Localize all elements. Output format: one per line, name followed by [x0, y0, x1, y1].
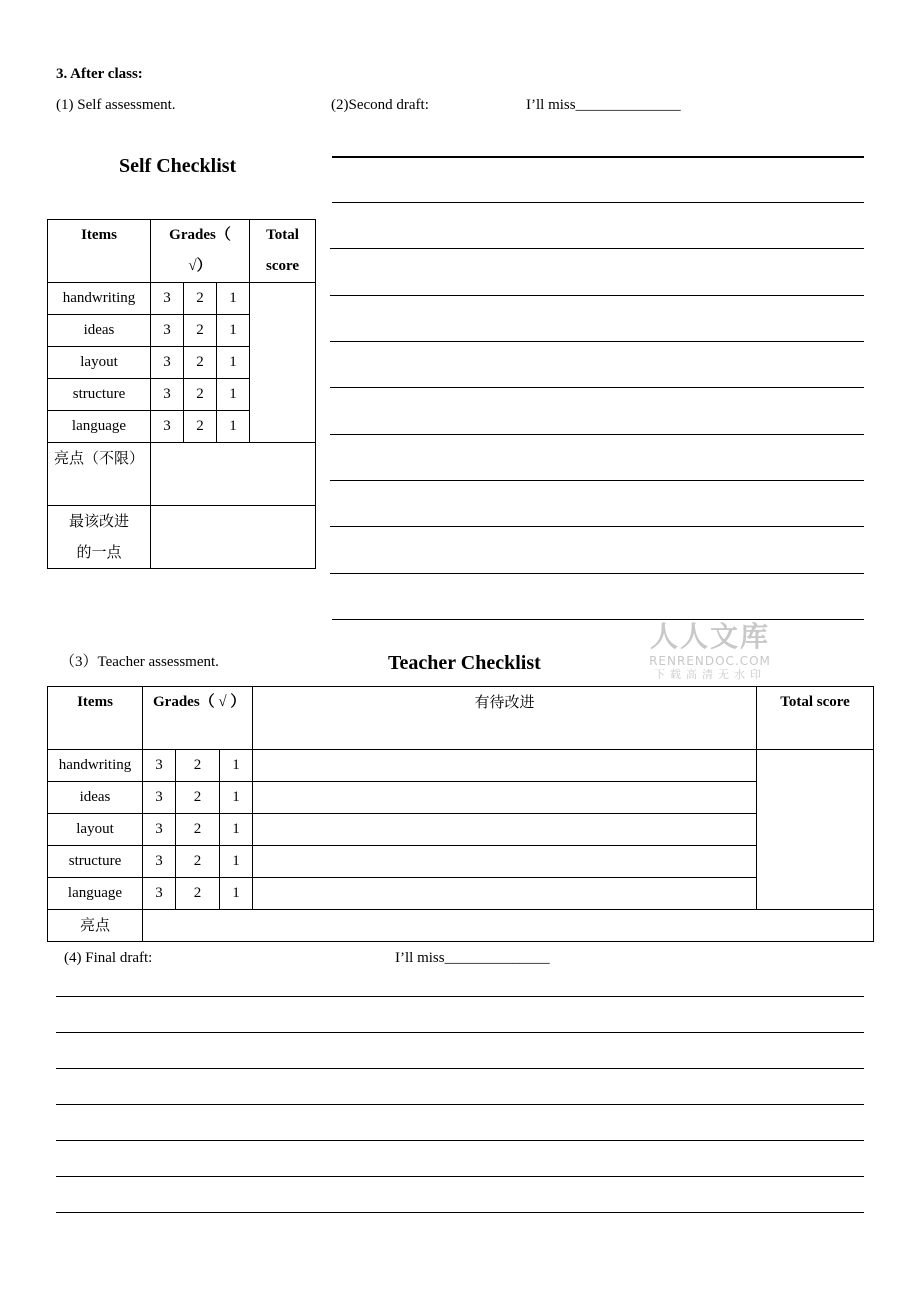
grade-3-option[interactable]: 3: [151, 379, 184, 411]
writing-line[interactable]: [56, 1032, 864, 1033]
grades-header: Grades（ √）: [151, 220, 250, 283]
grade-1-option[interactable]: 1: [220, 782, 253, 814]
table-row: [48, 750, 874, 782]
writing-line[interactable]: [330, 248, 864, 249]
ill-miss-blank[interactable]: I’ll miss______________: [395, 950, 550, 966]
watermark-tagline: 下载高清无水印: [654, 668, 766, 681]
grade-2-option[interactable]: 2: [176, 782, 220, 814]
grade-1-option[interactable]: 1: [220, 814, 253, 846]
item-label: handwriting: [48, 283, 151, 315]
table-row: [48, 782, 874, 814]
writing-line[interactable]: [330, 341, 864, 342]
grade-3-option[interactable]: 3: [151, 347, 184, 379]
item-label: ideas: [48, 315, 151, 347]
total-score-header: Total score: [757, 687, 874, 750]
grades-header: Grades（ √ ）: [143, 687, 253, 750]
item-label: language: [48, 411, 151, 443]
final-draft-label: (4) Final draft:: [64, 950, 153, 966]
writing-line[interactable]: [56, 1212, 864, 1213]
writing-line[interactable]: [330, 295, 864, 296]
grade-2-option[interactable]: 2: [184, 283, 217, 315]
grade-3-option[interactable]: 3: [143, 814, 176, 846]
table-row: [48, 283, 316, 315]
ill-miss-blank[interactable]: I’ll miss______________: [526, 97, 681, 113]
grade-2-option[interactable]: 2: [184, 347, 217, 379]
writing-line[interactable]: [332, 156, 864, 158]
grade-1-option[interactable]: 1: [217, 347, 250, 379]
items-header: Items: [48, 220, 151, 283]
grade-2-option[interactable]: 2: [184, 379, 217, 411]
grade-3-option[interactable]: 3: [143, 846, 176, 878]
grade-1-option[interactable]: 1: [220, 750, 253, 782]
grade-3-option[interactable]: 3: [143, 750, 176, 782]
grade-1-option[interactable]: 1: [220, 846, 253, 878]
grade-3-option[interactable]: 3: [143, 878, 176, 910]
self-assessment-label: (1) Self assessment.: [56, 97, 176, 113]
grade-1-option[interactable]: 1: [217, 411, 250, 443]
section-title: 3. After class:: [56, 66, 143, 82]
writing-line[interactable]: [332, 202, 864, 203]
table-row: [48, 878, 874, 910]
self-checklist-title: Self Checklist: [119, 155, 237, 177]
total-score-header: Total score: [250, 220, 316, 283]
grade-2-option[interactable]: 2: [176, 878, 220, 910]
improve-field[interactable]: [253, 878, 757, 910]
teacher-checklist-title: Teacher Checklist: [388, 652, 541, 674]
grade-1-option[interactable]: 1: [220, 878, 253, 910]
writing-line[interactable]: [330, 434, 864, 435]
improve-field[interactable]: [253, 814, 757, 846]
writing-line[interactable]: [56, 1140, 864, 1141]
improve-field[interactable]: [253, 750, 757, 782]
item-label: structure: [48, 379, 151, 411]
improve-field[interactable]: [253, 782, 757, 814]
item-label: handwriting: [48, 750, 143, 782]
grade-3-option[interactable]: 3: [151, 283, 184, 315]
grade-2-option[interactable]: 2: [184, 315, 217, 347]
self-checklist-table: [47, 219, 316, 569]
watermark-logo: [646, 620, 774, 682]
writing-line[interactable]: [330, 480, 864, 481]
grade-3-option[interactable]: 3: [151, 411, 184, 443]
writing-line[interactable]: [330, 526, 864, 527]
highlights-label: 亮点（不限）: [48, 443, 151, 506]
second-draft-label: (2)Second draft:: [331, 97, 429, 113]
item-label: language: [48, 878, 143, 910]
grade-1-option[interactable]: 1: [217, 379, 250, 411]
grade-1-option[interactable]: 1: [217, 315, 250, 347]
grade-2-option[interactable]: 2: [184, 411, 217, 443]
grade-2-option[interactable]: 2: [176, 814, 220, 846]
writing-line[interactable]: [332, 619, 864, 620]
table-row: [48, 814, 874, 846]
item-label: layout: [48, 814, 143, 846]
table-row: [48, 846, 874, 878]
highlights-label: 亮点: [48, 910, 143, 942]
improve-header: 有待改进: [253, 687, 757, 750]
writing-line[interactable]: [56, 996, 864, 997]
grade-3-option[interactable]: 3: [143, 782, 176, 814]
teacher-checklist-table: [47, 686, 874, 942]
item-label: structure: [48, 846, 143, 878]
writing-line[interactable]: [56, 1068, 864, 1069]
writing-line[interactable]: [330, 387, 864, 388]
item-label: layout: [48, 347, 151, 379]
highlights-field[interactable]: [143, 910, 874, 942]
improve-field[interactable]: [253, 846, 757, 878]
watermark-domain: RENRENDOC.COM: [649, 654, 771, 668]
writing-line[interactable]: [330, 573, 864, 574]
writing-line[interactable]: [56, 1176, 864, 1177]
total-score-cell[interactable]: [250, 283, 316, 443]
item-label: ideas: [48, 782, 143, 814]
highlights-field[interactable]: [151, 443, 316, 506]
grade-2-option[interactable]: 2: [176, 750, 220, 782]
watermark-main: 人人文库: [649, 620, 770, 653]
improve-label: 最该改进的一点: [48, 506, 151, 569]
grade-3-option[interactable]: 3: [151, 315, 184, 347]
teacher-assessment-label: （3）Teacher assessment.: [60, 654, 219, 670]
items-header: Items: [48, 687, 143, 750]
grade-1-option[interactable]: 1: [217, 283, 250, 315]
improve-field[interactable]: [151, 506, 316, 569]
grade-2-option[interactable]: 2: [176, 846, 220, 878]
total-score-cell[interactable]: [757, 750, 874, 910]
writing-line[interactable]: [56, 1104, 864, 1105]
